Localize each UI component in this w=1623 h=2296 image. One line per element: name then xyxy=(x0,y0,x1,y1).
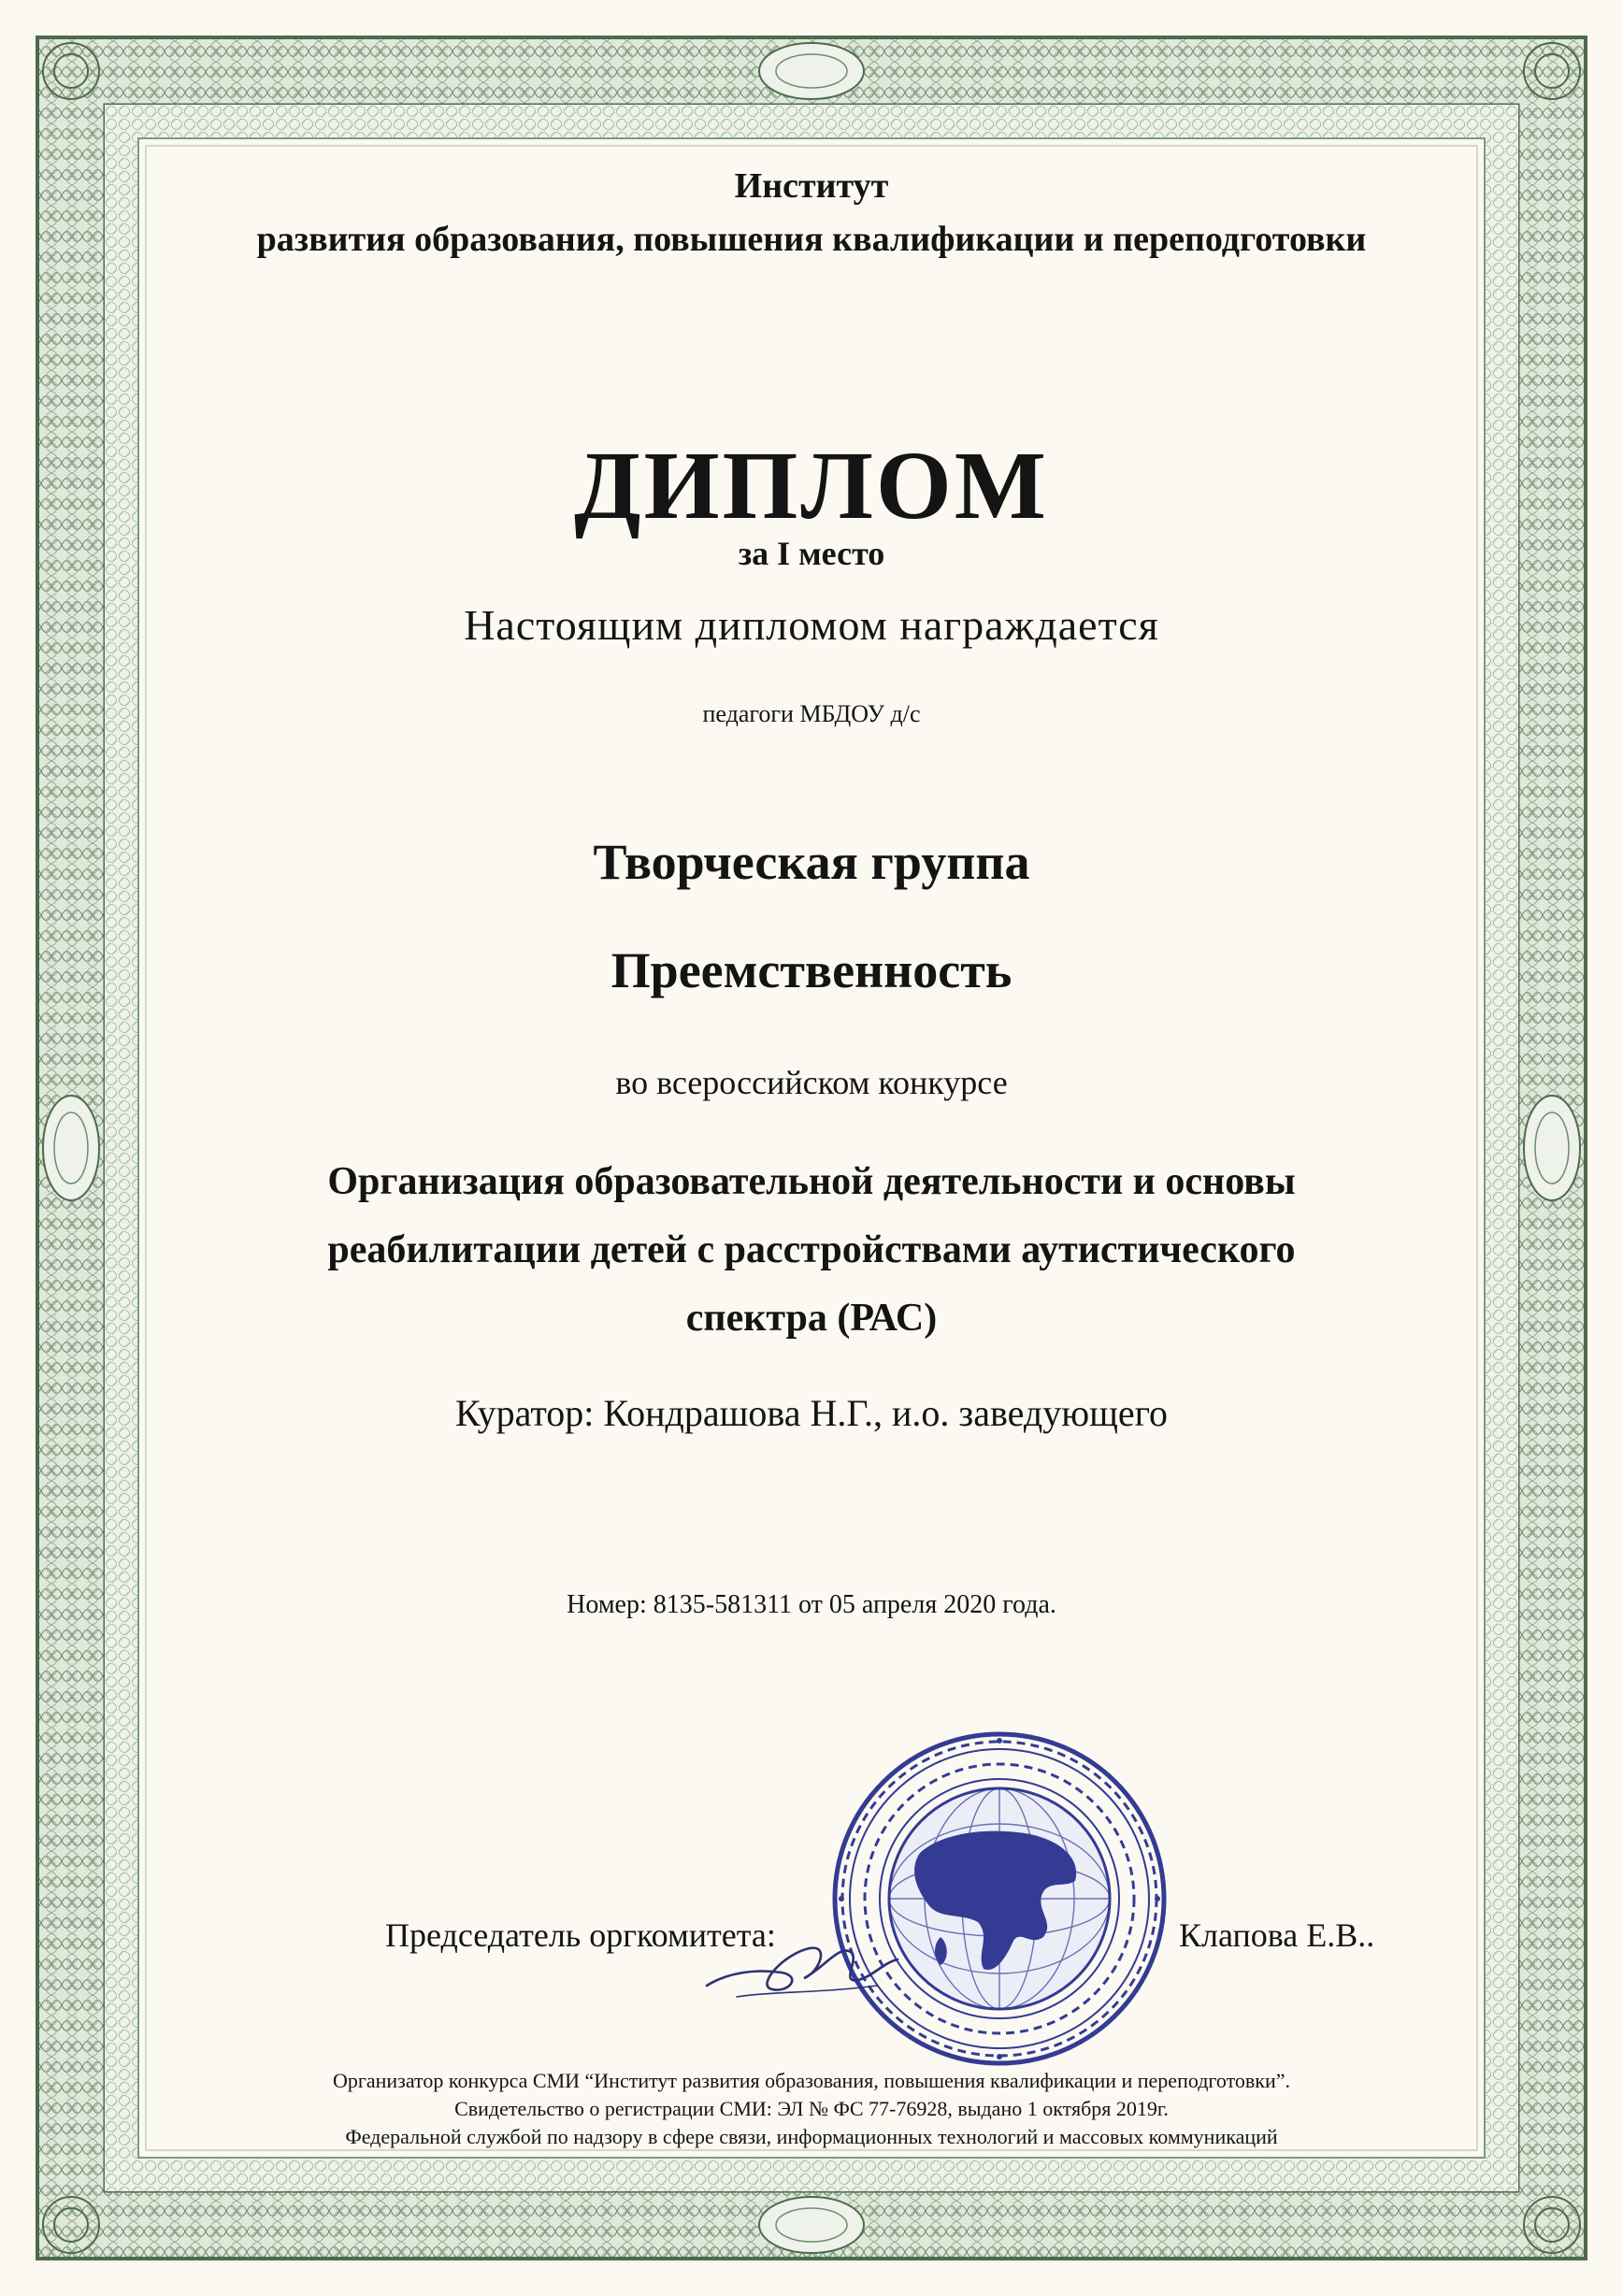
signatory-name: Клапова Е.В.. xyxy=(1179,1916,1375,1954)
footer-registration: Свидетельство о регистрации СМИ: ЭЛ № ФС 77-76928, выдано 1 октября 2019г. xyxy=(454,2097,1169,2120)
award-line: Настоящим дипломом награждается xyxy=(464,601,1159,649)
institute-subtitle: развития образования, повышения квалификации и переподготовки xyxy=(256,220,1367,259)
contest-label: во всероссийском конкурсе xyxy=(615,1064,1008,1101)
footer-organizer: Организатор конкурса СМИ “Институт развития образования, повышения квалификации и переподготовки”. xyxy=(332,2069,1291,2092)
footer-authority: Федеральной службой по надзору в сфере связи, информационных технологий и массовых коммуникаций xyxy=(345,2125,1278,2148)
recipient-prefix: педагоги МБДОУ д/с xyxy=(702,700,921,727)
recipient-name-line1: Творческая группа xyxy=(593,834,1030,890)
diploma-place: за I место xyxy=(738,535,885,572)
contest-title: Организация образовательной деятельности и основы реабилитации детей с расстройствами аутистического спектра (РАС) xyxy=(327,1160,1296,1340)
diploma-title: ДИПЛОМ xyxy=(574,432,1049,539)
recipient-name-line2: Преемственность xyxy=(610,942,1013,998)
signature-label: Председатель оргкомитета: xyxy=(385,1916,776,1954)
organization-seal xyxy=(830,1729,1169,2068)
institute-name: Институт xyxy=(734,166,889,206)
curator-line: Куратор: Кондрашова Н.Г., и.о. заведующего xyxy=(454,1392,1169,1434)
certificate-number: Номер: 8135-581311 от 05 апреля 2020 года. xyxy=(567,1590,1056,1619)
